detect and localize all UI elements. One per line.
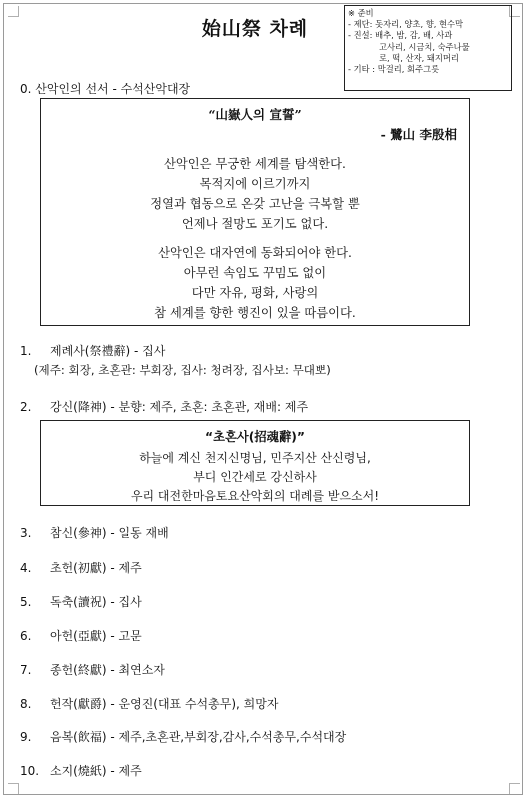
invocation-box xyxy=(40,420,470,506)
ritual-step xyxy=(20,559,142,576)
step-number: 6. xyxy=(20,629,32,643)
invocation-text xyxy=(41,449,469,506)
step-1-detail: (제주: 회장, 초혼관: 부회장, 집사: 청려장, 집사보: 무대뽀) xyxy=(34,363,331,377)
oath-line: 산악인은 대자연에 동화되어야 한다. xyxy=(158,246,352,260)
step-text: 음복(飮福) - 제주,초혼관,부회장,감사,수석총무,수석대장 xyxy=(50,730,347,744)
step-number: 1. xyxy=(20,344,32,358)
step-number: 7. xyxy=(20,663,32,677)
oath-line: 언제나 절망도 포기도 없다. xyxy=(181,217,329,231)
preparation-item: - 진설: 배추, 밤, 감, 배, 사과 xyxy=(348,30,453,41)
step-text: 초헌(初獻) - 제주 xyxy=(50,561,142,575)
ritual-step xyxy=(20,593,142,610)
oath-line: 정열과 협동으로 온갖 고난을 극복할 뿐 xyxy=(150,197,360,211)
step-number: 4. xyxy=(20,561,32,575)
step-text: 종헌(終獻) - 최연소자 xyxy=(50,663,165,677)
invocation-line: 우리 대전한마음토요산악회의 대례를 받으소서! xyxy=(130,489,380,503)
oath-line: 다만 자유, 평화, 사랑의 xyxy=(191,286,319,300)
step-text: 참신(參神) - 일동 재배 xyxy=(50,526,169,540)
step-text: 제례사(祭禮辭) - 집사 xyxy=(50,344,166,358)
page-corner-mark xyxy=(509,783,520,794)
preparation-item: 고사리, 시금치, 숙주나물 xyxy=(379,41,470,52)
step-number: 10. xyxy=(20,764,40,778)
step-number: 8. xyxy=(20,697,32,711)
preparation-item: 로, 떡, 산자, 돼지머리 xyxy=(379,52,459,63)
step-text: 아헌(亞獻) - 고문 xyxy=(50,629,142,643)
ritual-step xyxy=(20,524,169,541)
step-number: 5. xyxy=(20,595,32,609)
ritual-step xyxy=(20,398,308,415)
ritual-step xyxy=(20,661,165,678)
step-number: 3. xyxy=(20,526,32,540)
ritual-step xyxy=(20,342,165,359)
step-text: 독축(讀祝) - 집사 xyxy=(50,595,142,609)
oath-title: “山嶽人의 宣誓” xyxy=(208,107,302,122)
oath-box xyxy=(40,98,470,326)
oath-line: 아무런 속임도 꾸밈도 없이 xyxy=(183,266,327,280)
step-text: 소지(燒紙) - 제주 xyxy=(50,764,142,778)
invocation-line: 하늘에 계신 천지신명님, 민주지산 산신령님, xyxy=(139,451,371,465)
preparation-box xyxy=(344,5,512,91)
invocation-title: “초혼사(招魂辭)” xyxy=(205,430,305,444)
oath-line: 참 세계를 향한 행진이 있을 따름이다. xyxy=(154,306,356,320)
step-text: 헌작(獻爵) - 운영진(대표 수석총무), 희망자 xyxy=(50,697,279,711)
ritual-step xyxy=(20,762,142,779)
oath-author: - 鷺山 李殷相 xyxy=(380,127,457,142)
step-number: 2. xyxy=(20,400,32,414)
ritual-step xyxy=(20,627,142,644)
step-number: 9. xyxy=(20,730,32,744)
page-corner-mark xyxy=(8,6,19,17)
ritual-step xyxy=(20,695,278,712)
section-0-heading: 0. 산악인의 선서 - 수석산악대장 xyxy=(20,82,191,96)
ritual-step xyxy=(20,728,346,745)
page-corner-mark xyxy=(8,783,19,794)
preparation-item: - 제단: 돗자리, 양초, 향, 현수막 xyxy=(348,19,464,30)
preparation-item: - 기타 : 막걸리, 회주그릇 xyxy=(348,64,440,75)
preparation-header: ※ 준비 xyxy=(348,8,374,18)
oath-paragraph-2 xyxy=(41,243,469,323)
oath-line: 목적지에 이르기까지 xyxy=(199,177,311,191)
oath-paragraph-1 xyxy=(41,154,469,234)
oath-line: 산악인은 무궁한 세계를 탐색한다. xyxy=(164,157,346,171)
invocation-line: 부디 인간세로 강신하사 xyxy=(193,470,317,484)
step-text: 강신(降神) - 분향: 제주, 초혼: 초혼관, 재배: 제주 xyxy=(50,400,309,414)
document-title: 始山祭 차례 xyxy=(201,18,309,40)
